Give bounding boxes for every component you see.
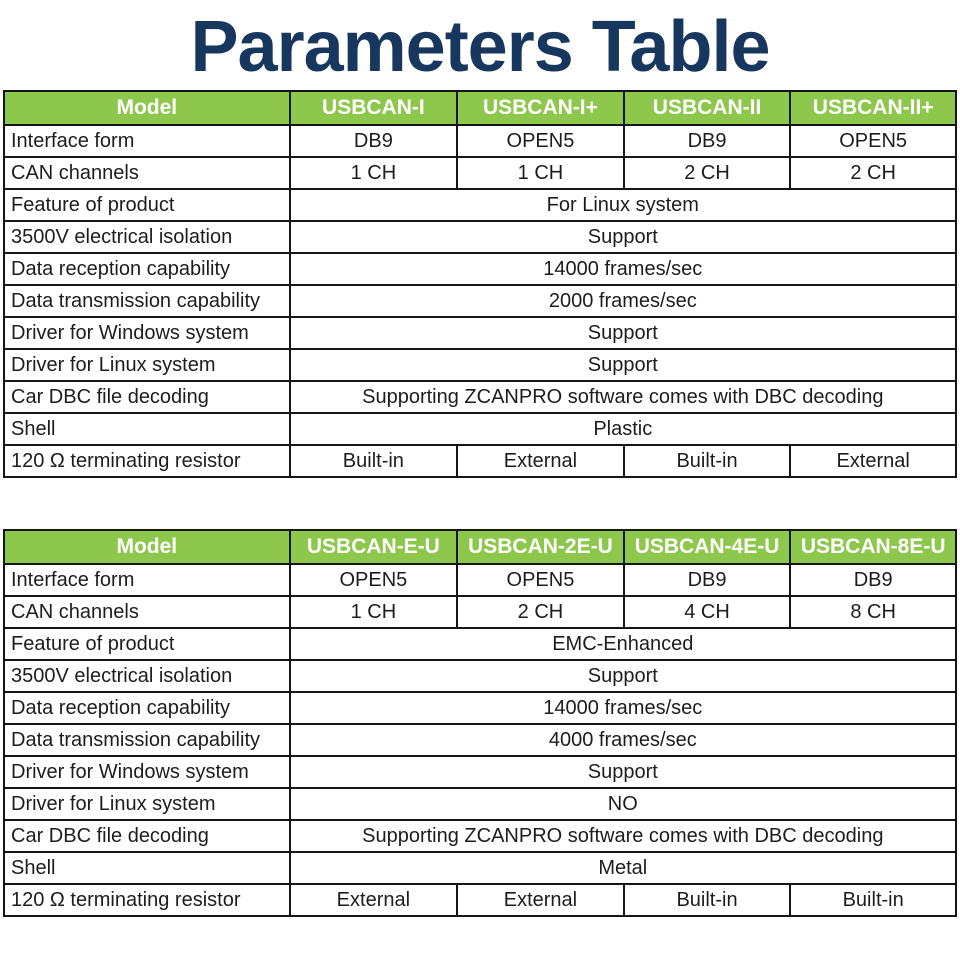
row-value-cell: OPEN5 xyxy=(457,564,624,596)
row-value-span: Plastic xyxy=(290,413,956,445)
row-label: Shell xyxy=(4,852,290,884)
row-value-cell: DB9 xyxy=(290,125,458,157)
row-label: Interface form xyxy=(4,564,290,596)
row-value-cell: 2 CH xyxy=(790,157,956,189)
row-label: Driver for Linux system xyxy=(4,788,290,820)
row-value-span: 14000 frames/sec xyxy=(290,253,956,285)
row-label: CAN channels xyxy=(4,596,290,628)
params-table-2-head xyxy=(4,530,956,564)
row-value-span: Support xyxy=(290,756,956,788)
row-value-span: 4000 frames/sec xyxy=(290,724,956,756)
row-value-cell: External xyxy=(457,445,624,477)
row-label: Driver for Linux system xyxy=(4,349,290,381)
table-row xyxy=(4,756,956,788)
row-value-span: Support xyxy=(290,221,956,253)
table-row xyxy=(4,596,956,628)
row-value-cell: 2 CH xyxy=(624,157,791,189)
row-value-cell: 4 CH xyxy=(624,596,791,628)
header-row xyxy=(4,91,956,125)
row-value-cell: External xyxy=(790,445,956,477)
row-value-span: Supporting ZCANPRO software comes with DBC decoding xyxy=(290,381,956,413)
row-label: Driver for Windows system xyxy=(4,317,290,349)
table-row xyxy=(4,692,956,724)
row-label: Shell xyxy=(4,413,290,445)
table-row xyxy=(4,349,956,381)
table-row xyxy=(4,221,956,253)
row-label: Data transmission capability xyxy=(4,285,290,317)
row-value-cell: OPEN5 xyxy=(790,125,956,157)
params-table-2-body xyxy=(4,564,956,916)
row-value-span: Support xyxy=(290,660,956,692)
row-label: Car DBC file decoding xyxy=(4,381,290,413)
model-name-header: USBCAN-4E-U xyxy=(624,530,791,564)
page-title: Parameters Table xyxy=(190,7,770,87)
table-row xyxy=(4,445,956,477)
table-row xyxy=(4,660,956,692)
model-column-header: Model xyxy=(4,530,290,564)
row-value-cell: DB9 xyxy=(624,564,791,596)
row-value-cell: DB9 xyxy=(624,125,791,157)
row-value-span: Support xyxy=(290,349,956,381)
model-name-header: USBCAN-II+ xyxy=(790,91,956,125)
row-value-span: Supporting ZCANPRO software comes with DBC decoding xyxy=(290,820,956,852)
table-row xyxy=(4,852,956,884)
row-label: Data transmission capability xyxy=(4,724,290,756)
table-row xyxy=(4,285,956,317)
row-value-span: EMC-Enhanced xyxy=(290,628,956,660)
row-value-span: 2000 frames/sec xyxy=(290,285,956,317)
table-row xyxy=(4,413,956,445)
table-row xyxy=(4,820,956,852)
table-row xyxy=(4,564,956,596)
model-column-header: Model xyxy=(4,91,290,125)
table-row xyxy=(4,724,956,756)
row-value-cell: External xyxy=(290,884,458,916)
row-value-cell: 1 CH xyxy=(290,596,458,628)
row-label: Interface form xyxy=(4,125,290,157)
row-value-cell: Built-in xyxy=(624,884,791,916)
row-value-cell: 8 CH xyxy=(790,596,956,628)
model-name-header: USBCAN-2E-U xyxy=(457,530,624,564)
table-row xyxy=(4,628,956,660)
row-label: Feature of product xyxy=(4,189,290,221)
row-value-span: NO xyxy=(290,788,956,820)
row-label: 120 Ω terminating resistor xyxy=(4,445,290,477)
table-row xyxy=(4,788,956,820)
table-row xyxy=(4,884,956,916)
row-label: 3500V electrical isolation xyxy=(4,660,290,692)
table-row xyxy=(4,157,956,189)
header-row xyxy=(4,530,956,564)
row-value-span: Metal xyxy=(290,852,956,884)
table-row xyxy=(4,125,956,157)
row-label: Data reception capability xyxy=(4,692,290,724)
model-name-header: USBCAN-II xyxy=(624,91,791,125)
table-row xyxy=(4,381,956,413)
row-value-cell: 2 CH xyxy=(457,596,624,628)
model-name-header: USBCAN-I+ xyxy=(457,91,624,125)
params-table-1-head xyxy=(4,91,956,125)
model-name-header: USBCAN-8E-U xyxy=(790,530,956,564)
params-table-2 xyxy=(3,529,957,917)
row-label: Feature of product xyxy=(4,628,290,660)
row-value-cell: OPEN5 xyxy=(457,125,624,157)
row-value-span: Support xyxy=(290,317,956,349)
params-table-1 xyxy=(3,90,957,478)
row-value-span: For Linux system xyxy=(290,189,956,221)
row-value-cell: Built-in xyxy=(624,445,791,477)
row-label: CAN channels xyxy=(4,157,290,189)
table-row xyxy=(4,317,956,349)
row-label: Data reception capability xyxy=(4,253,290,285)
row-value-cell: External xyxy=(457,884,624,916)
row-value-span: 14000 frames/sec xyxy=(290,692,956,724)
model-name-header: USBCAN-I xyxy=(290,91,458,125)
table-row xyxy=(4,189,956,221)
row-value-cell: DB9 xyxy=(790,564,956,596)
row-value-cell: 1 CH xyxy=(457,157,624,189)
row-label: 120 Ω terminating resistor xyxy=(4,884,290,916)
row-value-cell: Built-in xyxy=(790,884,956,916)
row-value-cell: 1 CH xyxy=(290,157,458,189)
model-name-header: USBCAN-E-U xyxy=(290,530,458,564)
row-value-cell: Built-in xyxy=(290,445,458,477)
table-row xyxy=(4,253,956,285)
params-table-1-body xyxy=(4,125,956,477)
row-label: Car DBC file decoding xyxy=(4,820,290,852)
row-value-cell: OPEN5 xyxy=(290,564,458,596)
row-label: Driver for Windows system xyxy=(4,756,290,788)
row-label: 3500V electrical isolation xyxy=(4,221,290,253)
